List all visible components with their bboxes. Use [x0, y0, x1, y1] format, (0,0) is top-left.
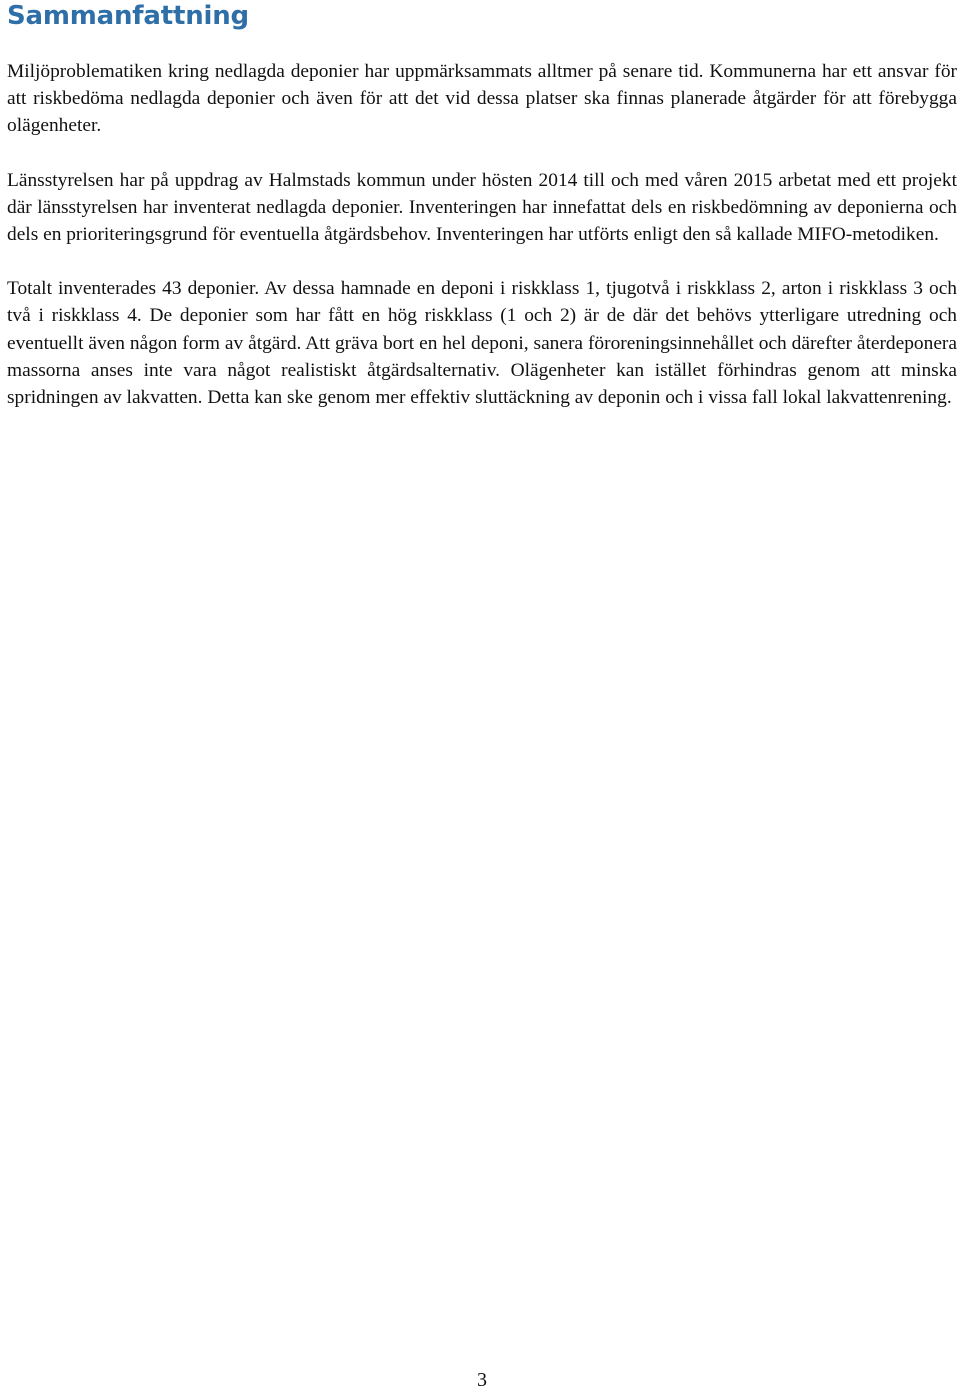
- page-number: 3: [477, 1369, 487, 1391]
- paragraph-2: Länsstyrelsen har på uppdrag av Halmstads kommun under hösten 2014 till och med våren 2015 arbetat med ett projekt där länsstyrelsen har inventerat nedlagda deponier. Inventeringen har innefattat dels en riskbedömning av deponierna och dels en prioriteringsgrund för eventuella åtgärdsbehov. Inventeringen har utförts enligt den så kallade MIFO-metodiken.: [7, 169, 957, 246]
- paragraph-1: Miljöproblematiken kring nedlagda deponier har uppmärksammats alltmer på senare tid. Kommunerna har ett ansvar för att riskbedöma nedlagda deponier och även för att det vid dessa platser ska finnas planerade åtgärder för att förebygga olägenheter.: [7, 61, 957, 137]
- section-heading: Sammanfattning: [7, 1, 249, 31]
- body-text: [7, 58, 957, 438]
- paragraph-3: Totalt inventerades 43 deponier. Av dessa hamnade en deponi i riskklass 1, tjugotvå i riskklass 2, arton i riskklass 3 och två i riskklass 4. De deponier som har fått en hög riskklass (1 och 2) är de där det behövs ytterligare utredning och eventuellt även någon form av åtgärd. Att gräva bort en hel deponi, sanera föroreningsinnehållet och därefter återdeponera massorna anses inte vara något realistiskt åtgärdsalternativ. Olägenheter kan istället förhindras genom att minska spridningen av lakvatten. Detta kan ske genom mer effektiv sluttäckning av deponin och i vissa fall lokal lakvattenrening.: [7, 278, 957, 409]
